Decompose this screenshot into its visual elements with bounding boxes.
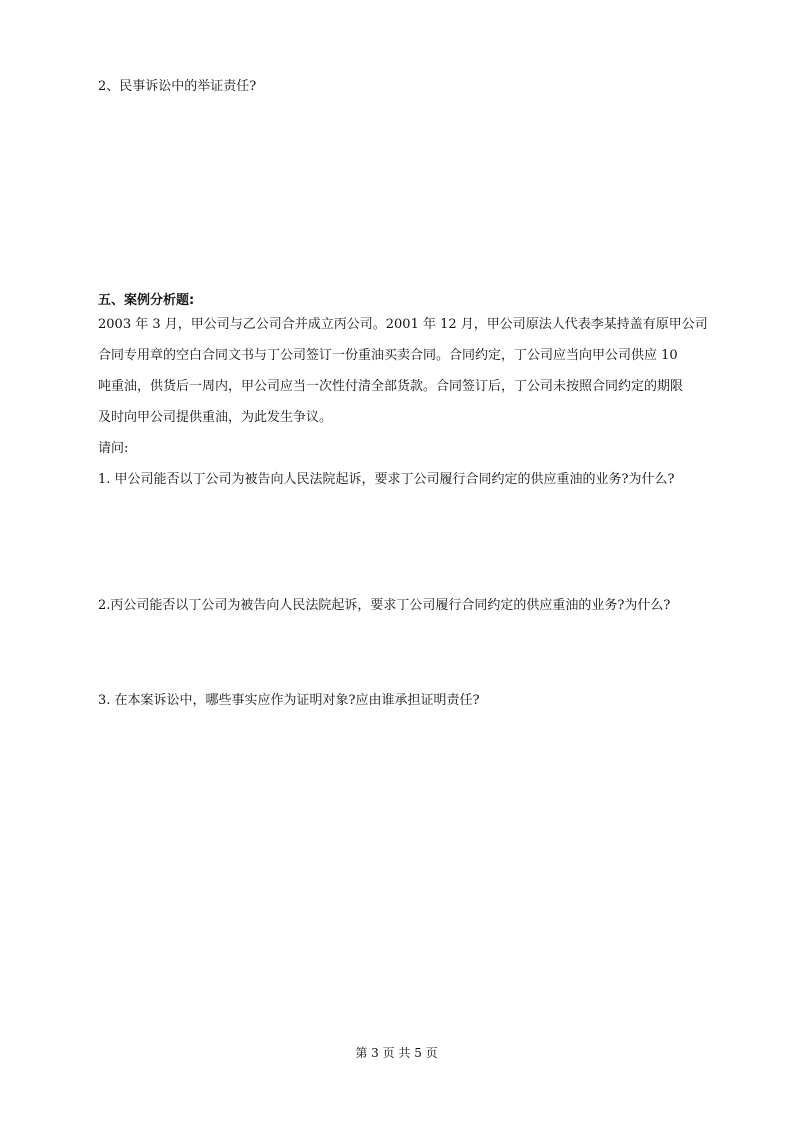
question-2: 2、民事诉讼中的举证责任? bbox=[98, 79, 257, 94]
case-paragraph-line: 2003 年 3 月，甲公司与乙公司合并成立丙公司。2001 年 12 月，甲公司原法人代表李某持盖有原甲公司 bbox=[98, 317, 708, 332]
case-paragraph-line: 吨重油，供货后一周内，甲公司应当一次性付清全部货款。合同签订后，丁公司未按照合同约定的期限 bbox=[98, 379, 684, 394]
case-paragraph-line: 合同专用章的空白合同文书与丁公司签订一份重油买卖合同。合同约定，丁公司应当向甲公司供应 10 bbox=[98, 348, 678, 363]
section-title: 五、案例分析题: bbox=[98, 293, 195, 308]
page-footer: 第 3 页 共 5 页 bbox=[355, 1046, 438, 1060]
sub-question-1: 1. 甲公司能否以丁公司为被告向人民法院起诉，要求丁公司履行合同约定的供应重油的业务?为什么? bbox=[98, 472, 675, 487]
sub-question-2: 2.丙公司能否以丁公司为被告向人民法院起诉，要求丁公司履行合同约定的供应重油的业务?为什么? bbox=[98, 598, 671, 613]
case-paragraph-line: 及时向甲公司提供重油，为此发生争议。 bbox=[98, 410, 333, 425]
sub-question-3: 3. 在本案诉讼中，哪些事实应作为证明对象?应由谁承担证明责任? bbox=[98, 693, 480, 708]
ask-label: 请问: bbox=[98, 441, 129, 456]
